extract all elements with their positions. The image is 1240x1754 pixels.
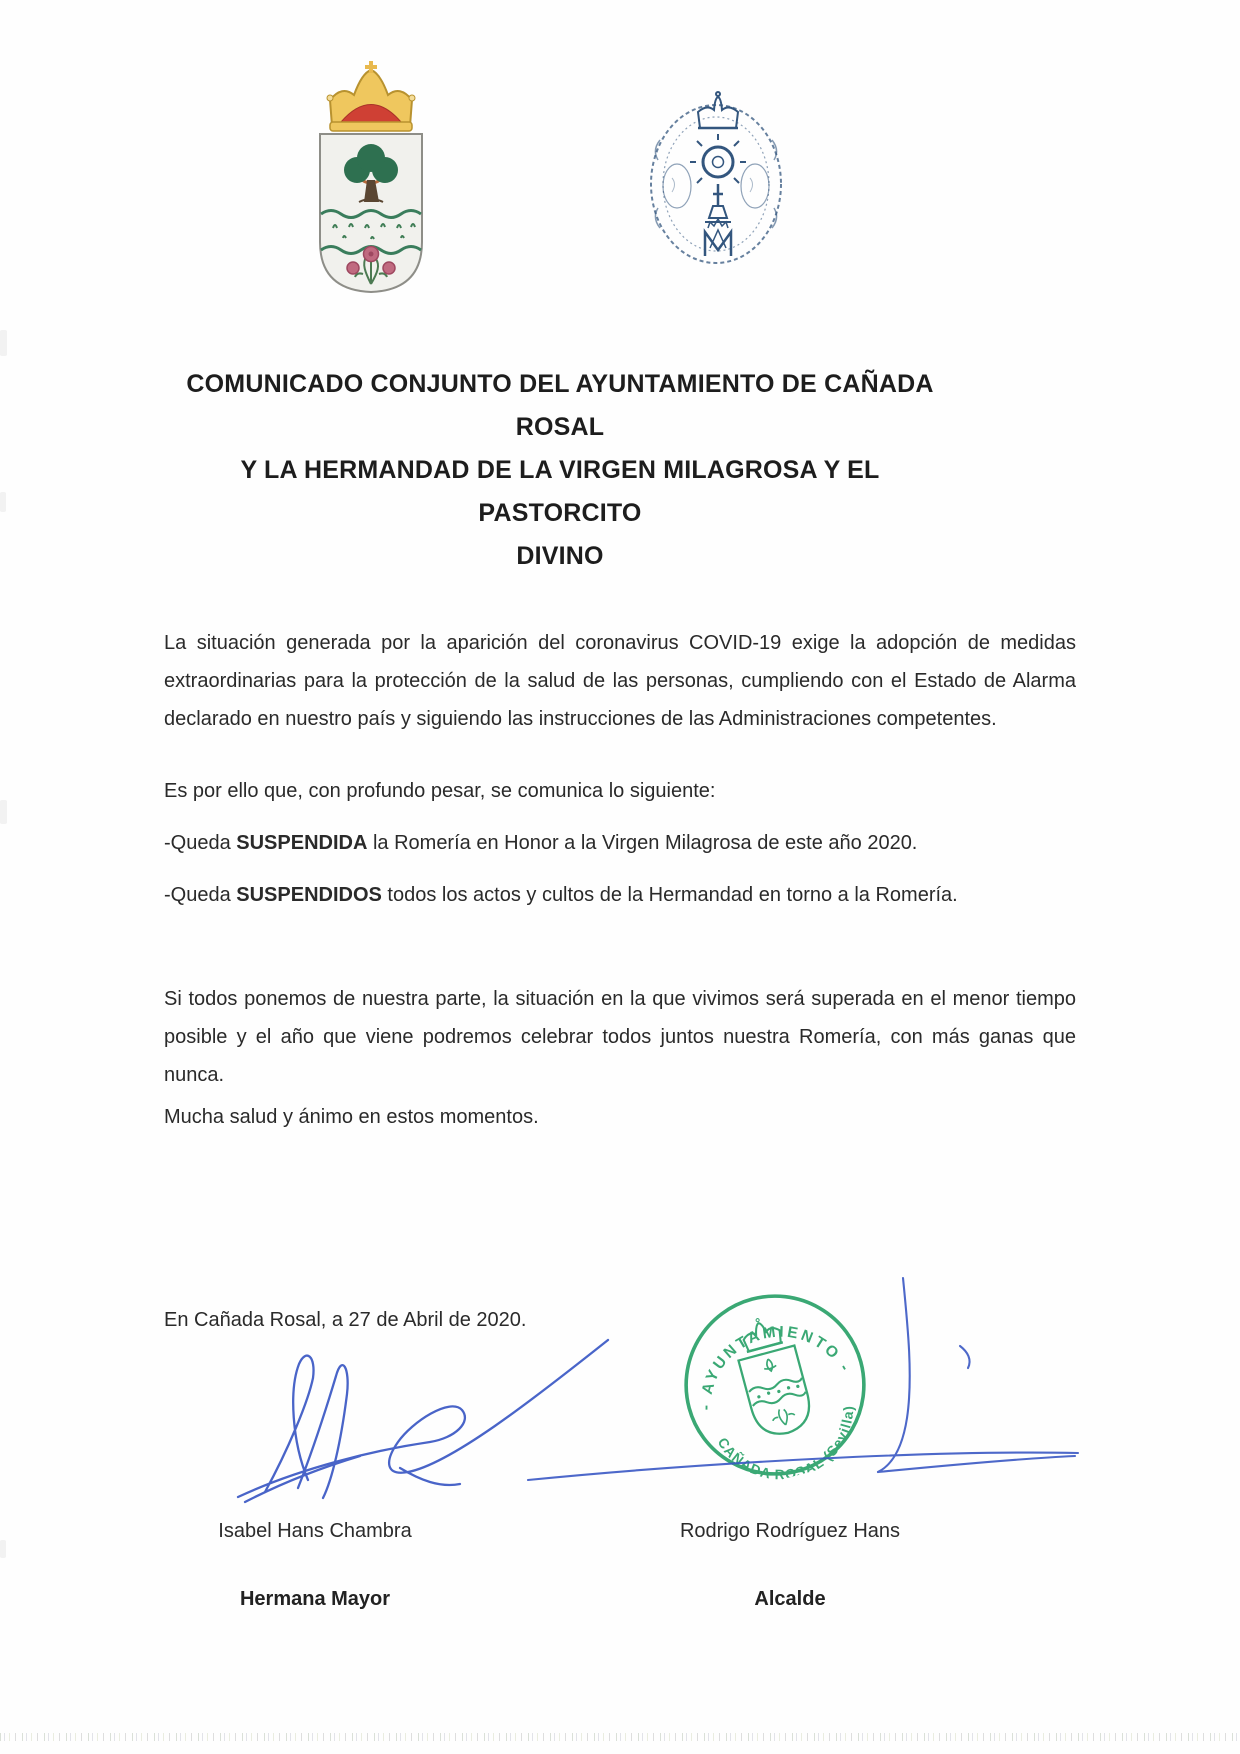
title-line: DIVINO bbox=[516, 542, 604, 570]
scan-noise-strip bbox=[0, 1733, 1240, 1741]
scan-smudge bbox=[0, 492, 6, 512]
signature-ink-icon bbox=[150, 1150, 1100, 1530]
crown-icon bbox=[698, 92, 738, 128]
emphasis-suspendida: SUSPENDIDA bbox=[236, 832, 368, 854]
paragraph-closing: Mucha salud y ánimo en estos momentos. bbox=[164, 1106, 539, 1128]
page-title bbox=[160, 363, 960, 578]
title-line: COMUNICADO CONJUNTO DEL AYUNTAMIENTO DE CAÑADA ROSAL bbox=[186, 370, 934, 441]
paragraph-announce: Es por ello que, con profundo pesar, se comunica lo siguiente: bbox=[164, 780, 716, 802]
scan-smudge bbox=[0, 800, 7, 824]
signer-role-left: Hermana Mayor bbox=[239, 1588, 391, 1610]
bullet-suspension-actos: -Queda SUSPENDIDOS todos los actos y cultos de la Hermandad en torno a la Romería. bbox=[164, 884, 958, 906]
signer-name-left: Isabel Hans Chambra bbox=[218, 1520, 412, 1542]
stamp-arc-bottom-text: CAÑADA ROSAL (Sevilla) bbox=[714, 1404, 857, 1483]
ayuntamiento-stamp-icon bbox=[661, 1271, 889, 1499]
monstrance-icon bbox=[690, 134, 746, 222]
dateline: En Cañada Rosal, a 27 de Abril de 2020. bbox=[164, 1309, 527, 1331]
svg-text:CAÑADA ROSAL (Sevilla) bbox=[713, 1401, 871, 1499]
signature-left bbox=[238, 1340, 608, 1502]
crown-icon bbox=[327, 61, 415, 131]
bullet-suspension-romeria: -Queda SUSPENDIDA la Romería en Honor a la Virgen Milagrosa de este año 2020. bbox=[164, 832, 918, 854]
signer-name-right: Rodrigo Rodríguez Hans bbox=[679, 1520, 901, 1542]
scan-smudge bbox=[0, 330, 7, 356]
title-line: Y LA HERMANDAD DE LA VIRGEN MILAGROSA Y EL PASTORCITO bbox=[240, 456, 880, 527]
hermandad-seal-icon bbox=[646, 90, 786, 266]
scan-smudge bbox=[0, 1540, 6, 1558]
emphasis-suspendidos: SUSPENDIDOS bbox=[236, 884, 382, 906]
signer-role-right: Alcalde bbox=[754, 1588, 826, 1610]
shield-icon bbox=[320, 134, 422, 292]
paragraph-intro: La situación generada por la aparición del coronavirus COVID-19 exige la adopción de medidas extraordinarias para la protección de la salud de las personas, cumpliendo con el Estado de Alarma declarado en nuestro país y siguiendo las instrucciones de las Administraciones competentes. bbox=[164, 632, 1076, 730]
stamp-arc-top-text: - AYUNTAMIENTO - bbox=[697, 1323, 855, 1411]
coat-of-arms-icon bbox=[311, 60, 431, 296]
paragraph-hope: Si todos ponemos de nuestra parte, la situación en la que vivimos será superada en el menor tiempo posible y el año que viene podremos celebrar todos juntos nuestra Romería, con más ganas que nunca. bbox=[164, 988, 1076, 1086]
